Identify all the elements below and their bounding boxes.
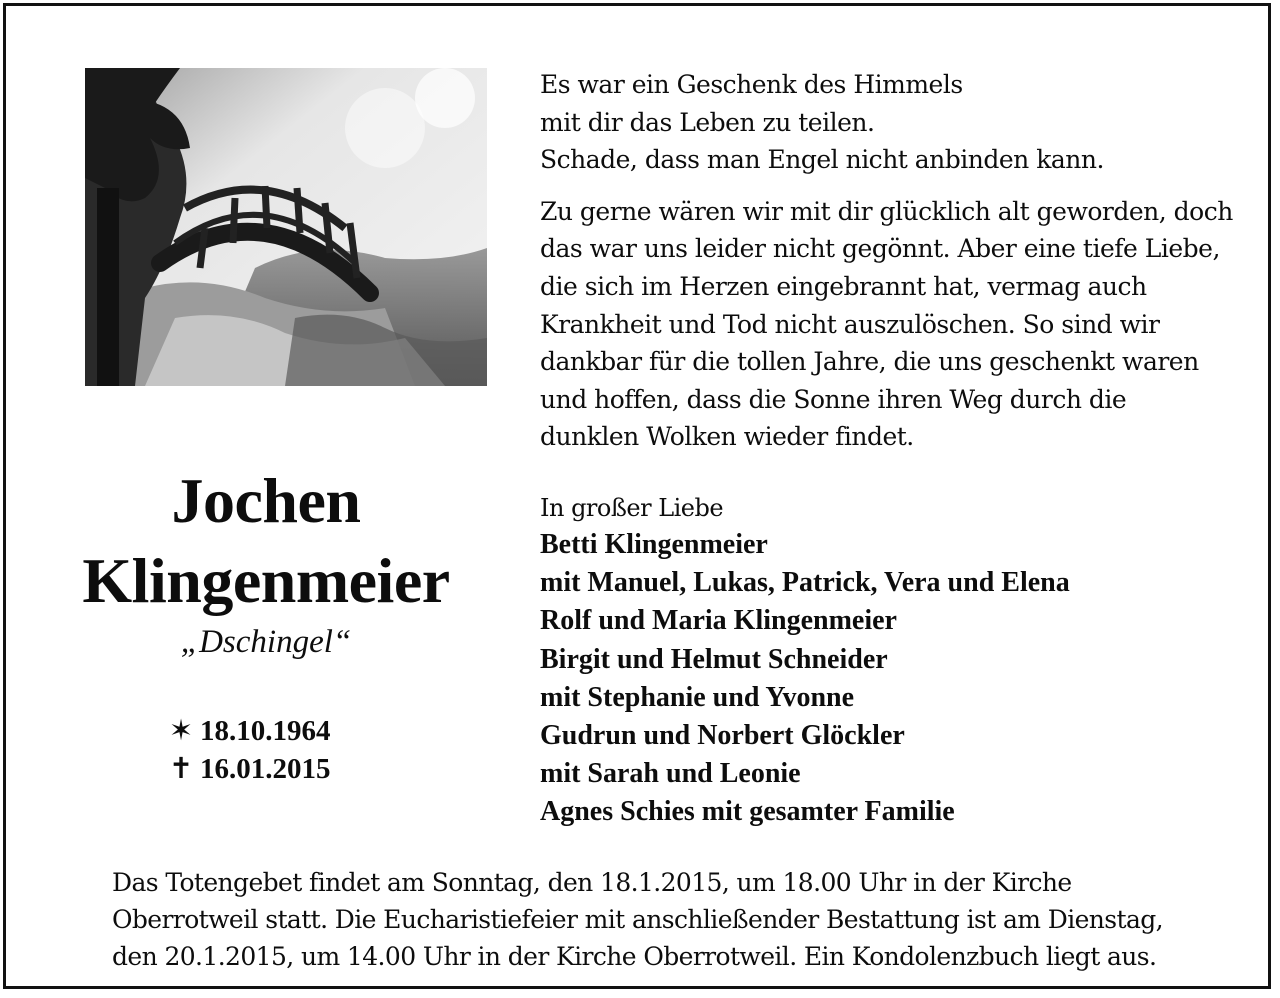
poem-line: Zu gerne wären wir mit dir glücklich alt geworden, doch (540, 196, 1233, 226)
service-announcement (112, 864, 1232, 975)
birth-date: 18.10.1964 (200, 715, 331, 747)
mourner-line: mit Sarah und Leonie (540, 758, 801, 790)
death-row (166, 750, 331, 788)
poem-stanza-1 (540, 66, 1260, 179)
poem-line: Es war ein Geschenk des Himmels (540, 70, 963, 99)
poem-line: mit dir das Leben zu teilen. (540, 107, 875, 137)
poem-line: Krankheit und Tod nicht auszulöschen. So sind wir (540, 309, 1160, 339)
deceased-last-name: Klingenmeier (82, 545, 450, 616)
announcement-line: Oberrotweil statt. Die Eucharistiefeier mit anschließender Bestattung ist am Dienstag, (112, 905, 1164, 934)
mourners-list (540, 490, 1240, 832)
deceased-nickname: „Dschingel“ (180, 624, 352, 660)
star-icon: ✶ (168, 715, 194, 747)
poem-stanza-2 (540, 193, 1260, 456)
poem-line: dankbar für die tollen Jahre, die uns geschenkt waren (540, 347, 1199, 377)
mourners-intro: In großer Liebe (540, 494, 724, 522)
birth-row (166, 712, 331, 750)
poem-line: die sich im Herzen eingebrannt hat, vermag auch (540, 271, 1147, 301)
mourner-line: Betti Klingenmeier (540, 529, 768, 560)
mourner-line: Rolf und Maria Klingenmeier (540, 605, 897, 637)
mourner-line: mit Manuel, Lukas, Patrick, Vera und Elena (540, 567, 1070, 599)
mourner-line: mit Stephanie und Yvonne (540, 681, 855, 713)
poem-line: das war uns leider nicht gegönnt. Aber eine tiefe Liebe, (540, 234, 1220, 264)
poem-line: und hoffen, dass die Sonne ihren Weg durch die (540, 384, 1127, 414)
death-date: 16.01.2015 (200, 753, 331, 785)
poem-line: dunklen Wolken wieder findet. (540, 422, 914, 452)
mourner-line: Birgit und Helmut Schneider (540, 643, 888, 675)
announcement-line: den 20.1.2015, um 14.00 Uhr in der Kirche Oberrotweil. Ein Kondolenzbuch liegt aus. (112, 942, 1157, 971)
poem-text (540, 66, 1260, 456)
poem-line: Schade, dass man Engel nicht anbinden kann. (540, 145, 1104, 175)
obituary-frame (3, 3, 1271, 989)
deceased-first-name: Jochen (171, 465, 361, 536)
mourner-line: Agnes Schies mit gesamter Familie (540, 796, 955, 828)
cross-icon: ✝ (168, 753, 194, 785)
life-dates (166, 712, 331, 788)
bridge-painting-image (85, 68, 487, 386)
deceased-name-block (46, 461, 486, 665)
announcement-line: Das Totengebet findet am Sonntag, den 18.1.2015, um 18.00 Uhr in der Kirche (112, 868, 1072, 897)
mourner-line: Gudrun und Norbert Glöckler (540, 720, 905, 752)
